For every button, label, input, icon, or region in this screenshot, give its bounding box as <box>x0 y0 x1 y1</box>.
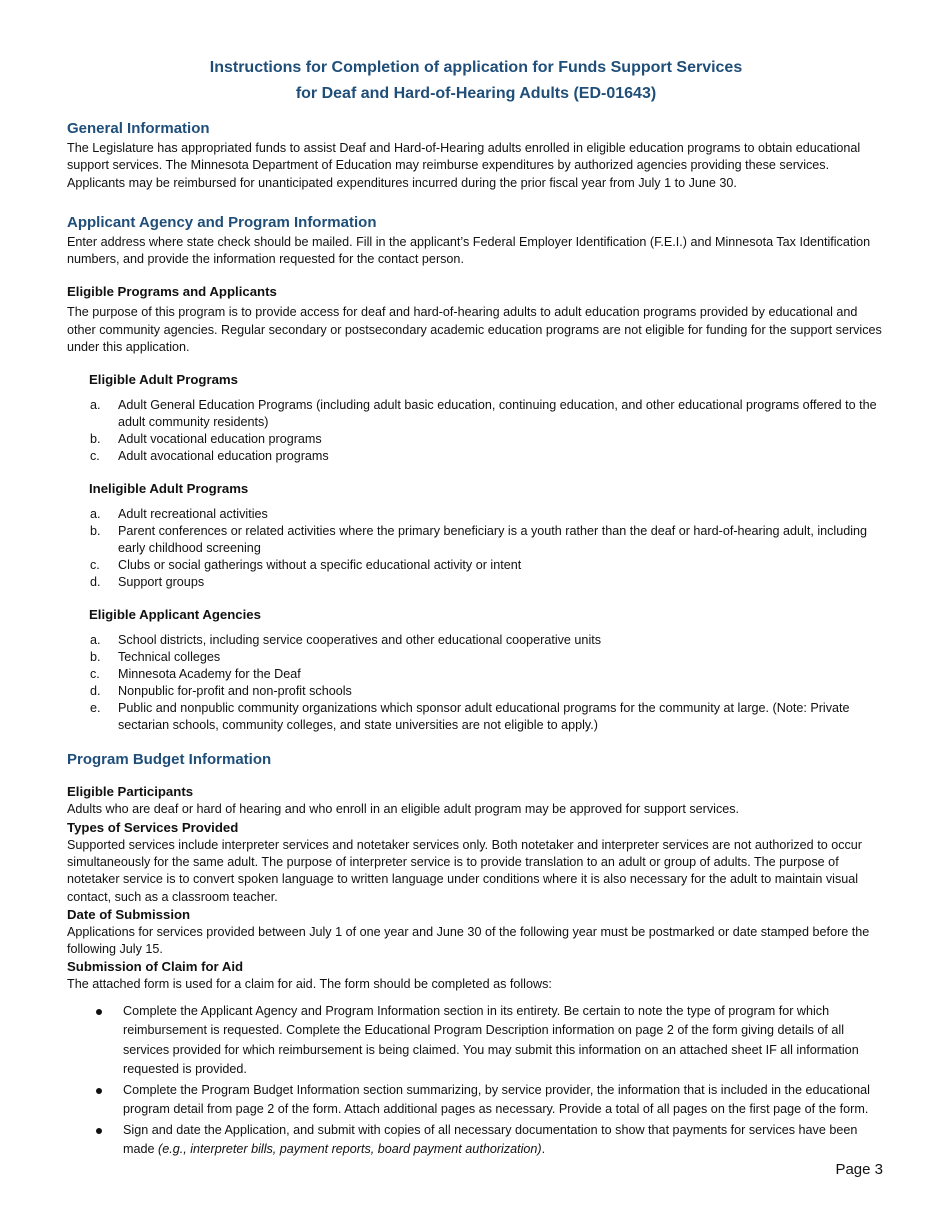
list-item: Sign and date the Application, and submit with copies of all necessary documentation to show that payments for services have been made (e.g., interpreter bills, payment reports, board payment authorization). <box>67 1121 885 1160</box>
ineligible-adult-programs-list <box>67 506 885 591</box>
list-item: d. Support groups <box>90 575 205 590</box>
list-item: e. Public and nonpublic community organizations which sponsor adult educational programs for the community at large. (Note: Private sectarian schools, community colleges, and state universities are not eligible to apply.) <box>90 701 850 733</box>
bullet-icon <box>96 1128 102 1134</box>
title-line-2: for Deaf and Hard-of-Hearing Adults (ED-01643) <box>295 85 657 102</box>
bullet-icon <box>96 1088 102 1094</box>
services-heading: Types of Services Provided <box>67 819 239 835</box>
list-item: Complete the Applicant Agency and Program Information section in its entirety. Be certain to note the type of program for which reimbursement is requested. Complete the Educational Program Description information on page 2 of the form giving details of all services provided for which reimbursement is being claimed. You may submit this information on an attached sheet IF all information requested is provided. <box>67 1002 885 1080</box>
date-submission-text: Applications for services provided between July 1 of one year and June 30 of the following year must be postmarked or date stamped before the following July 15. <box>67 924 870 957</box>
eligible-programs-applicants-text: The purpose of this program is to provide access for deaf and hard-of-hearing adults to adult education programs provided by educational and other community agencies. Regular secondary or postsecondary academic education programs are not eligible for funding for the support services under this application. <box>67 305 882 355</box>
applicant-heading: Applicant Agency and Program Information <box>67 213 377 231</box>
title-line-1: Instructions for Completion of application for Funds Support Services <box>209 59 743 76</box>
ineligible-adult-programs-heading: Ineligible Adult Programs <box>89 481 249 497</box>
list-item: c. Adult avocational education programs <box>90 449 329 464</box>
page-number: Page 3 <box>835 1161 883 1178</box>
claim-heading: Submission of Claim for Aid <box>67 959 244 975</box>
eligible-adult-programs-heading: Eligible Adult Programs <box>89 372 238 388</box>
eligible-programs-applicants-heading: Eligible Programs and Applicants <box>67 284 277 300</box>
budget-heading: Program Budget Information <box>67 751 272 769</box>
list-item: c. Minnesota Academy for the Deaf <box>90 667 301 682</box>
list-item: d. Nonpublic for-profit and non-profit schools <box>90 684 352 699</box>
list-item: a. School districts, including service cooperatives and other educational cooperative units <box>90 633 602 648</box>
list-item: b. Technical colleges <box>90 650 221 665</box>
eligible-participants-text: Adults who are deaf or hard of hearing and who enroll in an eligible adult program may be approved for support services. <box>67 802 740 817</box>
list-item: a. Adult General Education Programs (including adult basic education, continuing education, and other educational programs offered to the adult community residents) <box>90 398 877 430</box>
eligible-participants-heading: Eligible Participants <box>67 784 194 800</box>
bullet-icon <box>96 1009 102 1015</box>
document-page <box>67 55 885 1161</box>
date-submission-heading: Date of Submission <box>67 906 191 922</box>
general-info-text: The Legislature has appropriated funds to assist Deaf and Hard-of-Hearing adults enrolled in eligible education programs to obtain educational support services. The Minnesota Department of Education may reimburse expenditures by authorized agencies providing these services. Applicants may be reimbursed for unanticipated expenditures incurred during the prior fiscal year from July 1 to June 30. <box>67 141 861 190</box>
list-item: b. Adult vocational education programs <box>90 432 322 447</box>
list-item: Complete the Program Budget Information section summarizing, by service provider, the information that is included in the educational program detail from page 2 of the form. Attach additional pages as necessary. Provide a total of all pages on the first page of the form. <box>67 1081 885 1120</box>
list-item: b. Parent conferences or related activities where the primary beneficiary is a youth rather than the deaf or hard-of-hearing adult, including early childhood screening <box>90 524 868 556</box>
document-title <box>67 55 885 107</box>
applicant-text: Enter address where state check should be mailed. Fill in the applicant’s Federal Employer Identification (F.E.I.) and Minnesota Tax Identification numbers, and provide the information requested for the contact person. <box>67 234 871 267</box>
eligible-applicant-agencies-heading: Eligible Applicant Agencies <box>89 607 261 623</box>
services-text: Supported services include interpreter services and notetaker services only. Both notetaker and interpreter services are not authorized to occur simultaneously for the same adult. The purpose of interpreter service is to provide translation to an adult or group of adults. The purpose of notetaker service is to convert spoken language to written language under conditions where it is also necessary for the adult to maintain visual contact, such as a classroom teacher. <box>67 837 862 904</box>
eligible-adult-programs-list <box>67 397 885 465</box>
list-item: a. Adult recreational activities <box>90 507 268 522</box>
claim-text: The attached form is used for a claim for aid. The form should be completed as follows: <box>67 977 552 992</box>
claim-instructions-list <box>67 1002 885 1160</box>
list-item: c. Clubs or social gatherings without a specific educational activity or intent <box>90 558 522 573</box>
eligible-applicant-agencies-list <box>67 632 885 734</box>
general-info-heading: General Information <box>67 120 210 137</box>
